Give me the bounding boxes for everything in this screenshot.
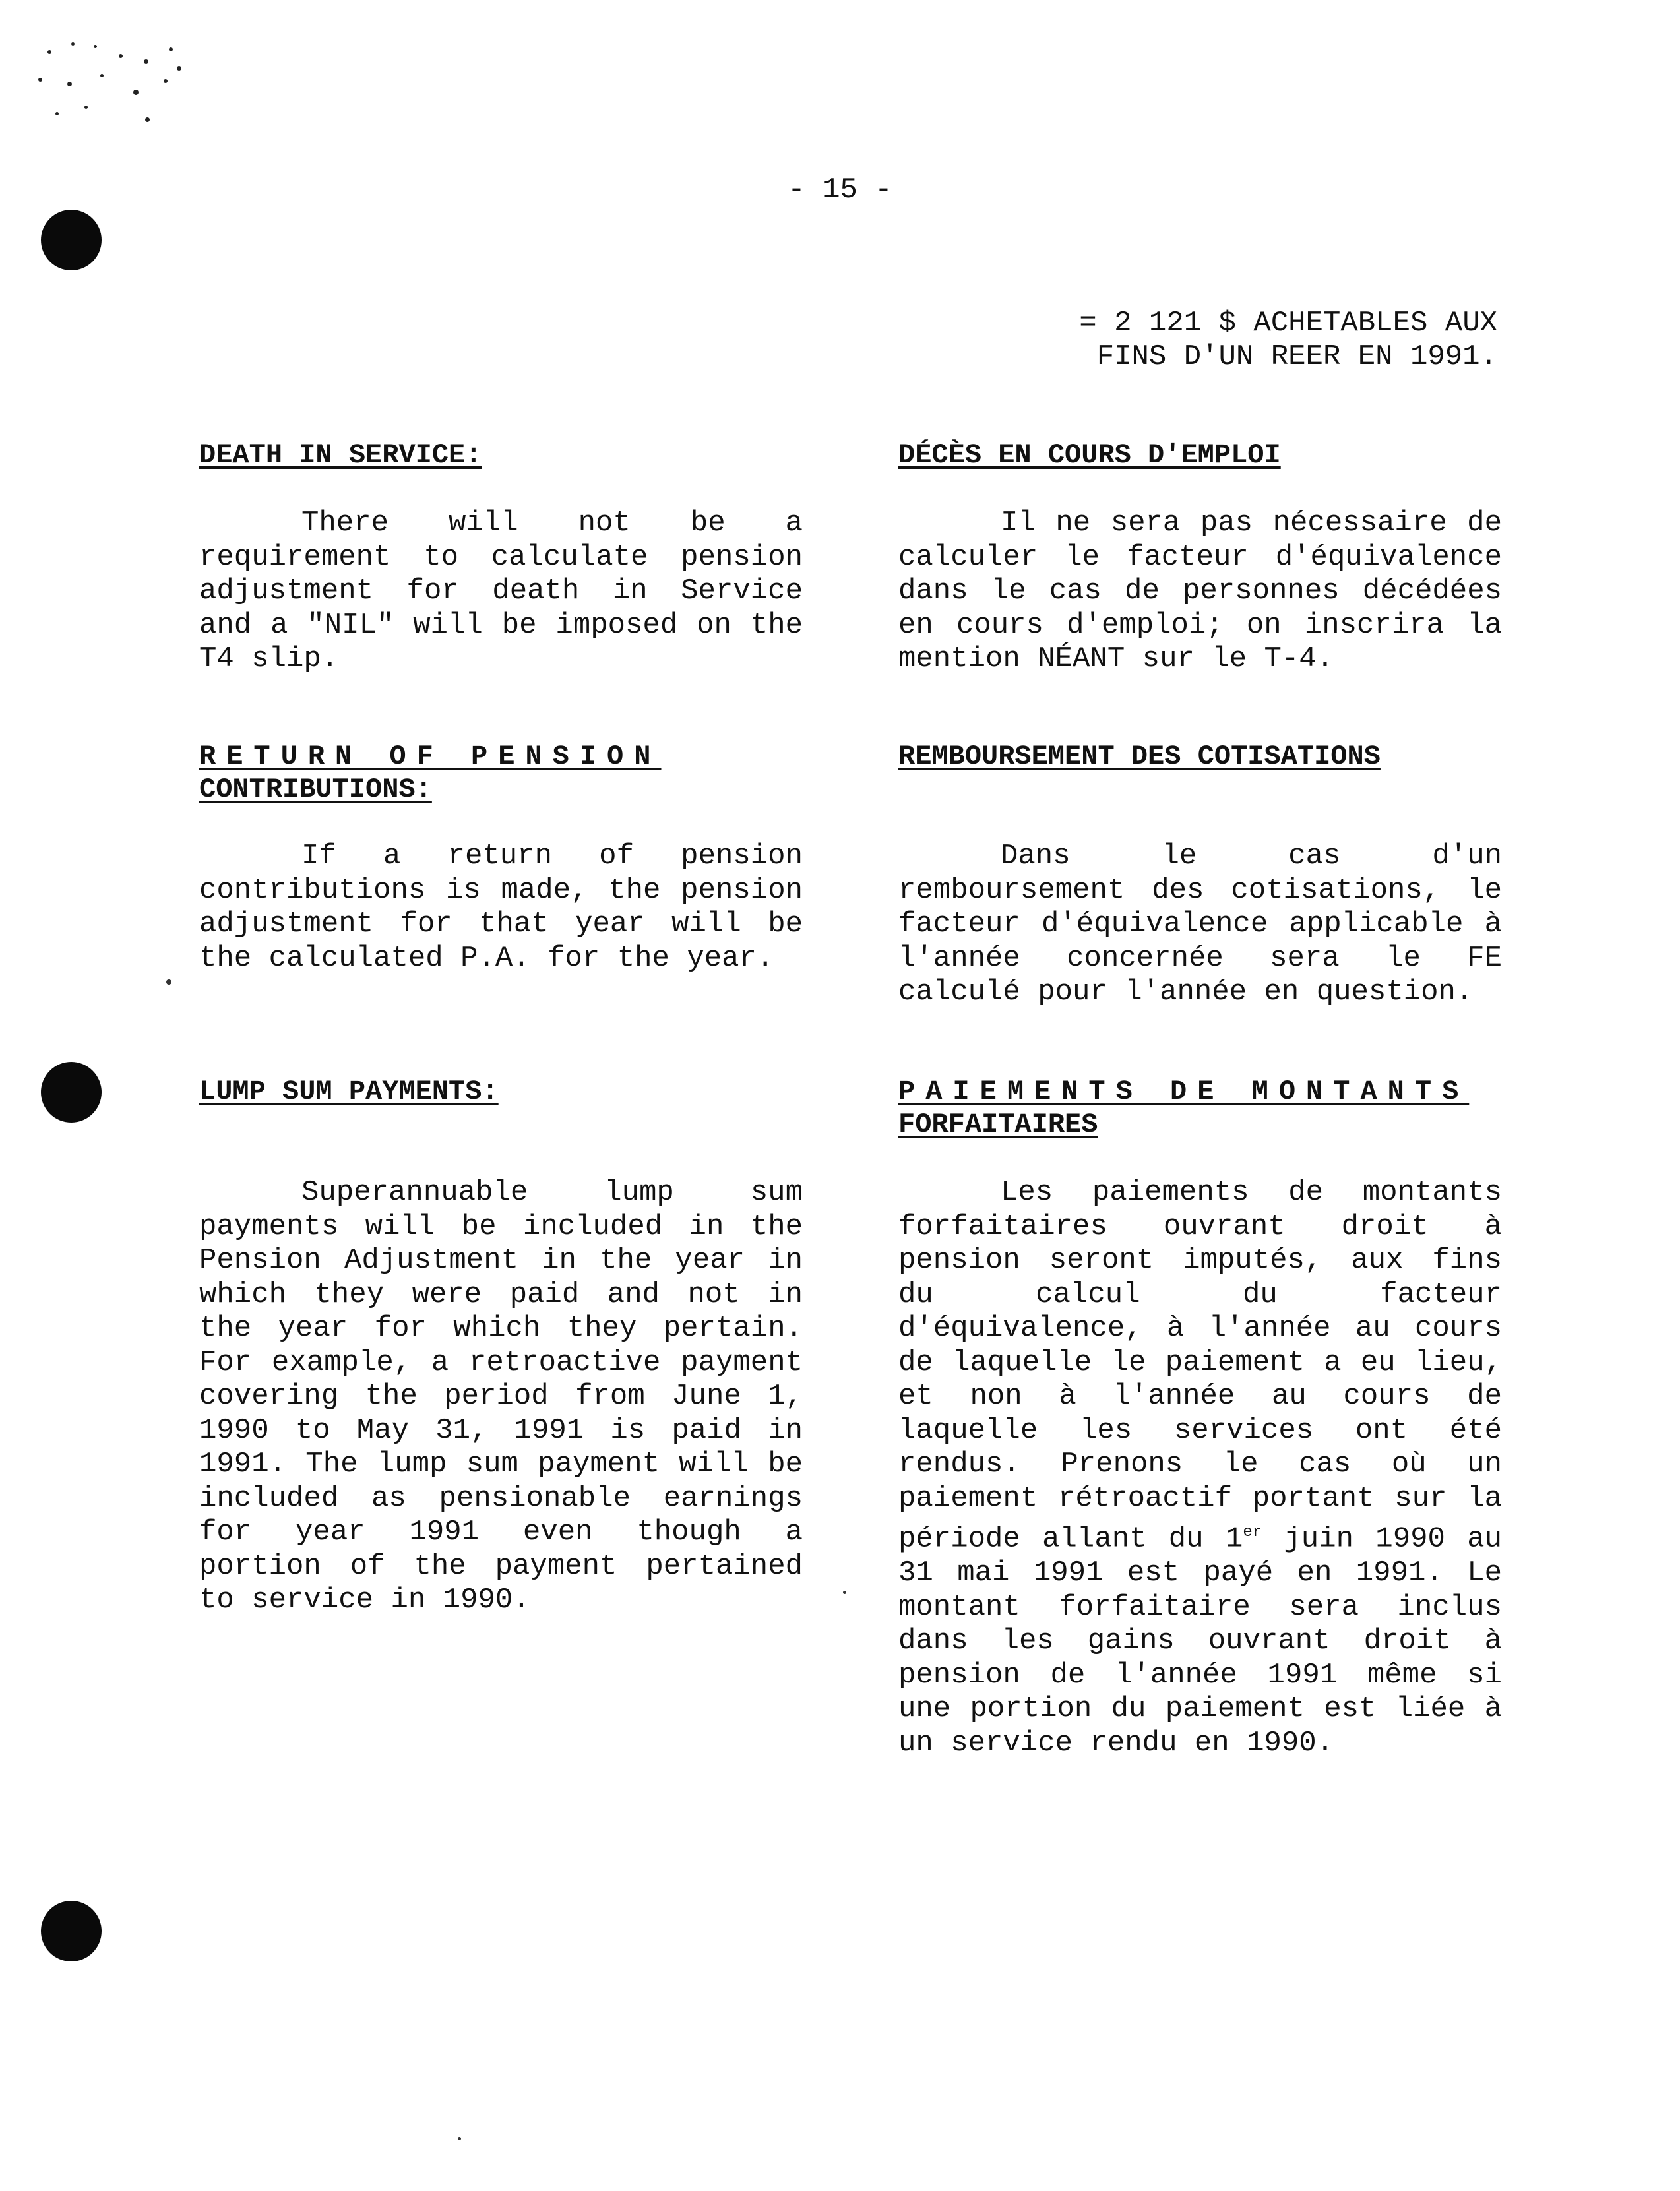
paragraph-lump-fr [898,1176,1502,1760]
paragraph-lump-en: Superannuable lump sum payments will be included in the Pension Adjustment in the year in which they were paid and not in the year for which they pertain. For example, a retroactive payment covering the period from June 1, 1990 to May 31, 1991 is paid in 1991. The lump sum payment will be included as pensionable earnings for year 1991 even though a portion of the payment pertained to service in 1990. [199,1176,803,1617]
heading-paiements-line-2: FORFAITAIRES [898,1109,1098,1140]
paragraph-death-fr: Il ne sera pas nécessaire de calculer le facteur d'équivalence dans le cas de personnes décédées en cours d'emploi; on inscrira la mention NÉANT sur le T-4. [898,507,1502,675]
heading-paiements-line-1: PAIEMENTS DE MONTANTS [898,1076,1470,1107]
scan-speck [458,2137,461,2140]
rreer-line-1: = 2 121 $ ACHETABLES AUX [1079,307,1497,340]
heading-paiements-de-montants-forfaitaires [898,1075,1502,1141]
punch-hole [41,1062,102,1123]
punch-hole [41,210,102,270]
rreer-line-2: FINS D'UN REER EN 1991. [1096,340,1497,373]
paragraph-return-en: If a return of pension contributions is made, the pension adjustment for that year will be the calculated P.A. for the year. [199,840,803,975]
heading-return-line-2: CONTRIBUTIONS: [199,774,432,805]
heading-return-line-1: RETURN OF PENSION [199,741,662,772]
paragraph-death-en: There will not be a requirement to calculate pension adjustment for death in Service and a "NIL" will be imposed on the T4 slip. [199,507,803,675]
scan-speck [843,1591,846,1594]
punch-hole [41,1901,102,1961]
paragraph-lump-fr-part-2: juin 1990 au 31 mai 1991 est payé en 1991. Le montant forfaitaire sera inclus dans les gains ouvrant droit à pension de l'année 1991 même si une portion du paiement est liée à un service rendu en 1990. [898,1522,1502,1760]
page-number: - 15 - [788,173,892,206]
heading-return-of-pension-contributions [199,740,803,806]
paragraph-return-fr: Dans le cas d'un remboursement des cotisations, le facteur d'équivalence applicable à l'année concernée sera le FE calculé pour l'année en question. [898,840,1502,1008]
scan-specks [20,40,191,132]
scan-speck [166,979,171,985]
heading-deces-en-cours-d-emploi: DÉCÈS EN COURS D'EMPLOI [898,439,1281,471]
superscript-er: er [1243,1524,1262,1541]
heading-lump-sum-payments: LUMP SUM PAYMENTS: [199,1076,499,1107]
rreer-amount-line [910,307,1497,374]
paragraph-lump-fr-part-1: Les paiements de montants forfaitaires ouvrant droit à pension seront imputés, aux fins du calcul du facteur d'équivalence, à l'année au cours de laquelle le paiement a eu lieu, et non à l'année au cours de laquelle les services ont été rendus. Prenons le cas où un paiement rétroactif portant sur la période allant du 1 [898,1176,1502,1556]
heading-death-in-service: DEATH IN SERVICE: [199,439,482,471]
heading-remboursement-des-cotisations: REMBOURSEMENT DES COTISATIONS [898,741,1381,772]
